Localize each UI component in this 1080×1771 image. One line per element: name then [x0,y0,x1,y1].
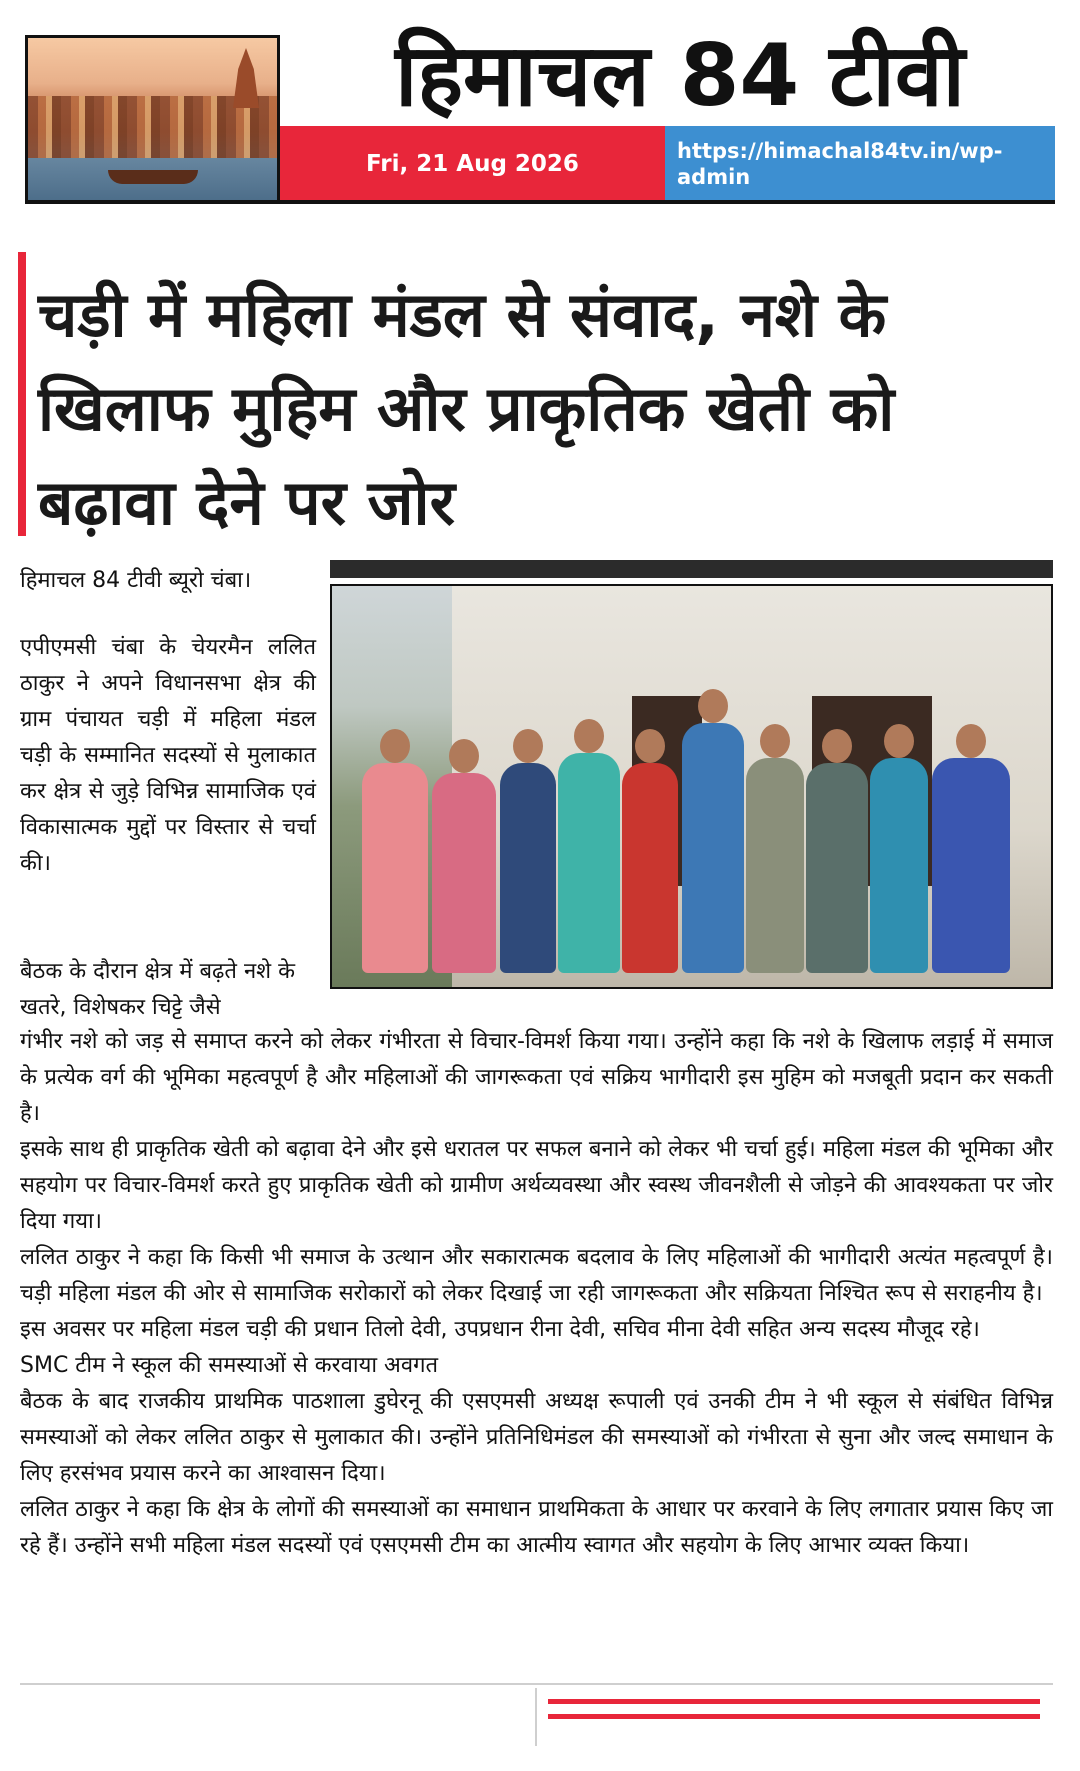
headline-accent-bar [18,252,26,536]
person [362,763,428,973]
masthead-photo [25,35,280,203]
lead-paragraph-continued: बैठक के दौरान क्षेत्र में बढ़ते नशे के खतरे, विशेषकर चिट्टे जैसे [20,959,296,1020]
paragraph: इसके साथ ही प्राकृतिक खेती को बढ़ावा देने और इसे धरातल पर सफल बनाने को लेकर भी चर्चा हुई। महिला मंडल की भूमिका और सहयोग पर विचार-विमर्श करते हुए प्राकृतिक खेती को ग्रामीण अर्थव्यवस्था और स्वस्थ जीवनशैली से जोड़ने की आवश्यकता पर जोर दिया गया। [20,1137,1053,1234]
masthead-date: Fri, 21 Aug 2026 [280,126,665,202]
person [806,763,868,973]
group-photo [330,584,1053,989]
person [500,763,556,973]
person [932,758,1010,973]
masthead-url[interactable]: https://himachal84tv.in/wp-admin [665,126,1055,202]
photo-top-rule [330,560,1053,578]
boat [108,170,198,184]
footer-red-line [548,1714,1040,1719]
article-body [20,1024,1053,1564]
paragraph: इस अवसर पर महिला मंडल चड़ी की प्रधान तिलो देवी, उपप्रधान रीना देवी, सचिव मीना देवी सहित अन्य सदस्य मौजूद रहे। [20,1317,980,1342]
paragraph: ललित ठाकुर ने कहा कि क्षेत्र के लोगों की समस्याओं का समाधान प्राथमिकता के आधार पर करवाने के लिए लगातार प्रयास किए जा रहे हैं। उन्होंने सभी महिला मंडल सदस्यों एवं एसएमसी टीम का आत्मीय स्वागत और सहयोग के लिए आभार व्यक्त किया। [20,1497,1053,1558]
footer-separator [535,1688,537,1746]
person [622,763,678,973]
temple-spire [233,48,259,108]
paragraph: बैठक के बाद राजकीय प्राथमिक पाठशाला डुघेरनू की एसएमसी अध्यक्ष रूपाली एवं उनकी टीम ने भी स्कूल से संबंधित विभिन्न समस्याओं को लेकर ललित ठाकुर से मुलाकात की। उन्होंने प्रतिनिधिमंडल की समस्याओं को गंभीरता से सुना और जल्द समाधान के लिए हरसंभव प्रयास करने का आश्वासन दिया। [20,1389,1053,1486]
person [432,773,496,973]
paragraph: गंभीर नशे को जड़ से समाप्त करने को लेकर गंभीरता से विचार-विमर्श किया गया। उन्होंने कहा कि नशे के खिलाफ लड़ाई में समाज के प्रत्येक वर्ग की भूमिका महत्वपूर्ण है और महिलाओं की जागरूकता एवं सक्रिय भागीदारी इस मुहिम को मजबूती प्रदान कर सकती है। [20,1029,1053,1126]
lead-paragraph: एपीएमसी चंबा के चेयरमैन ललित ठाकुर ने अपने विधानसभा क्षेत्र की ग्राम पंचायत चड़ी में महिला मंडल चड़ी के सम्मानित सदस्यों से मुलाकात कर क्षेत्र से जुड़े विभिन्न सामाजिक एवं विकासात्मक मुद्दों पर विस्तार से चर्चा की। [20,635,316,876]
person [870,758,928,973]
article-headline: चड़ी में महिला मंडल से संवाद, नशे के खिलाफ मुहिम और प्राकृतिक खेती को बढ़ावा देने पर जोर [38,278,895,539]
person [746,758,804,973]
person [682,723,744,973]
footer-rule [20,1683,1053,1685]
article-byline: हिमाचल 84 टीवी ब्यूरो चंबा। [20,568,252,593]
subheading: SMC टीम ने स्कूल की समस्याओं से करवाया अवगत [20,1353,439,1378]
paragraph: ललित ठाकुर ने कहा कि किसी भी समाज के उत्थान और सकारात्मक बदलाव के लिए महिलाओं की भागीदारी अत्यंत महत्वपूर्ण है। चड़ी महिला मंडल की ओर से सामाजिक सरोकारों को लेकर दिखाई जा रही जागरूकता और सक्रियता निश्चित रूप से सराहनीय है। [20,1245,1053,1306]
footer-red-line [548,1699,1040,1704]
person [558,753,620,973]
masthead-title: हिमाचल 84 टीवी [395,26,965,126]
masthead-rule [25,200,1055,204]
